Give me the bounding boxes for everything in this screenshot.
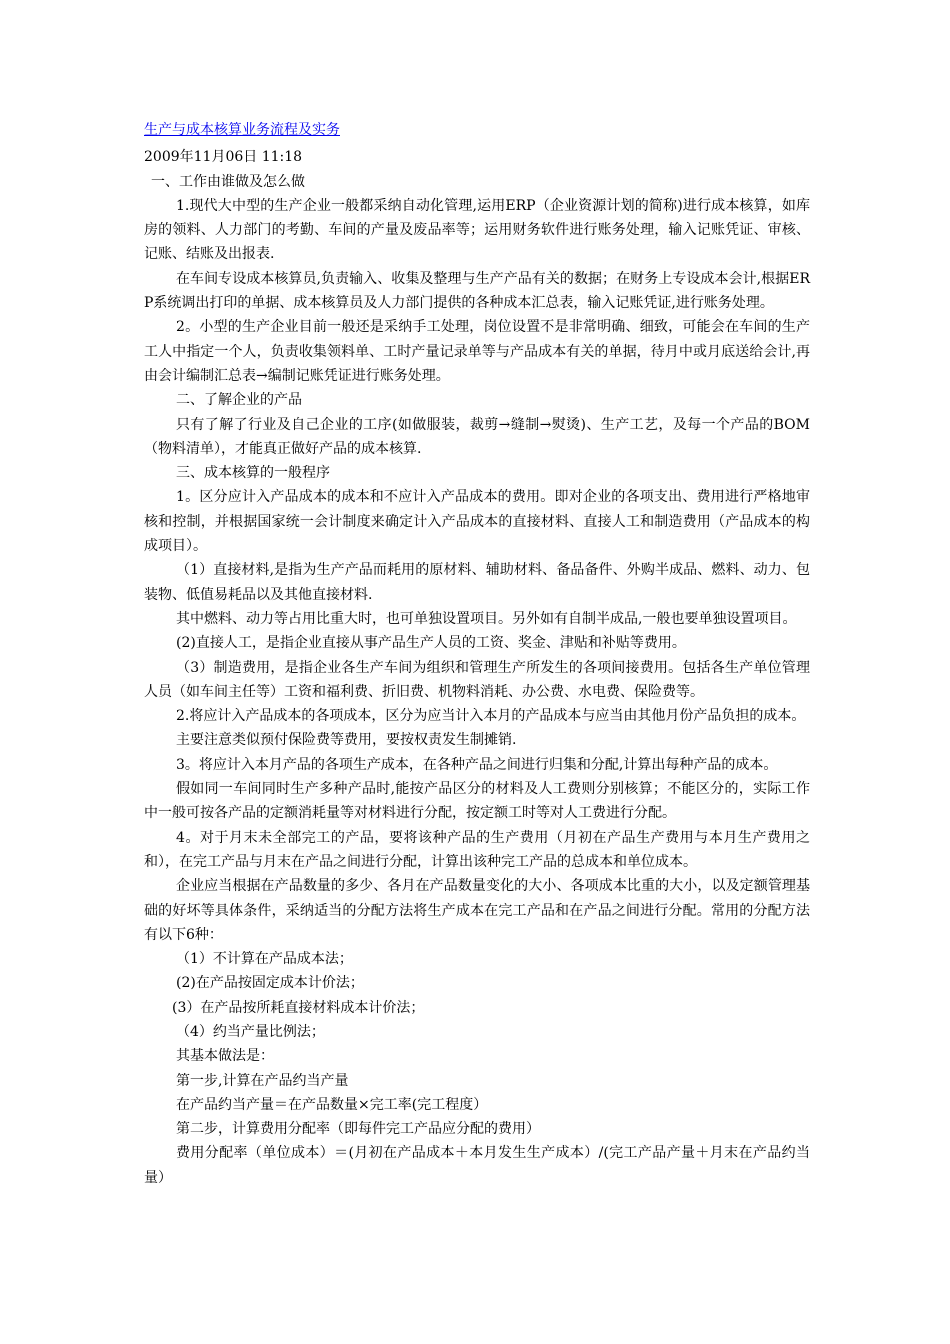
paragraph: 第二步，计算费用分配率（即每件完工产品应分配的费用） <box>176 1121 540 1138</box>
paragraph: （1）直接材料,是指为生产产品而耗用的原材料、辅助材料、备品备件、外购半成品、燃料、动力、包装物、低值易耗品以及其他直接材料. <box>144 562 810 603</box>
paragraph: 2.将应计入产品成本的各项成本，区分为应当计入本月的产品成本与应当由其他月份产品负担的成本。 <box>176 708 806 725</box>
paragraph: (2)直接人工，是指企业直接从事产品生产人员的工资、奖金、津贴和补贴等费用。 <box>176 635 686 652</box>
paragraph: 在车间专设成本核算员,负责输入、收集及整理与生产产品有关的数据；在财务上专设成本会计,根据ERP系统调出打印的单据、成本核算员及人力部门提供的各种成本汇总表，输入记账凭证,进行账务处理。 <box>144 270 810 312</box>
paragraph: 只有了解了行业及自己企业的工序(如做服装，裁剪→缝制→熨烫)、生产工艺，及每一个产品的BOM（物料清单），才能真正做好产品的成本核算. <box>144 416 810 457</box>
paragraph: 2。小型的生产企业目前一般还是采纳手工处理，岗位设置不是非常明确、细致，可能会在车间的生产工人中指定一个人，负责收集领料单、工时产量记录单等与产品成本有关的单据，待月中或月底送给会计,再由会计编制汇总表→编制记账凭证进行账务处理。 <box>144 319 810 384</box>
article-date: 2009年11月06日 11:18 <box>144 149 303 166</box>
list-item: (3）在产品按所耗直接材料成本计价法； <box>172 999 425 1016</box>
document-page <box>144 118 810 1190</box>
paragraph: 1。区分应计入产品成本的成本和不应计入产品成本的费用。即对企业的各项支出、费用进行严格地审核和控制，并根据国家统一会计制度来确定计入产品成本的直接材料、直接人工和制造费用（产品成本的构成项目）。 <box>144 489 810 555</box>
paragraph: 主要注意类似预付保险费等费用，要按权责发生制摊销. <box>176 732 517 749</box>
paragraph: 3。将应计入本月产品的各项生产成本，在各种产品之间进行归集和分配,计算出每种产品的成本。 <box>176 756 778 773</box>
paragraph: （3）制造费用，是指企业各生产车间为组织和管理生产所发生的各项间接费用。包括各生产单位管理人员（如车间主任等）工资和福利费、折旧费、机物料消耗、办公费、水电费、保险费等。 <box>144 659 810 700</box>
section-heading-1: 一、工作由谁做及怎么做 <box>151 173 305 190</box>
list-item: （1）不计算在产品成本法； <box>176 951 353 968</box>
paragraph: 4。对于月末未全部完工的产品，要将该种产品的生产费用（月初在产品生产费用与本月生产费用之和），在完工产品与月末在产品之间进行分配，计算出该种完工产品的总成本和单位成本。 <box>144 829 810 870</box>
paragraph: 假如同一车间同时生产多种产品时,能按产品区分的材料及人工费则分别核算；不能区分的，实际工作中一般可按各产品的定额消耗量等对材料进行分配，按定额工时等对人工费进行分配。 <box>144 781 810 822</box>
paragraph: 其中燃料、动力等占用比重大时，也可单独设置项目。另外如有自制半成品,一般也要单独设置项目。 <box>176 610 797 627</box>
paragraph: 企业应当根据在产品数量的多少、各月在产品数量变化的大小、各项成本比重的大小，以及定额管理基础的好坏等具体条件，采纳适当的分配方法将生产成本在完工产品和在产品之间进行分配。常用的分配方法有以下6种： <box>144 878 810 943</box>
article-title-link[interactable]: 生产与成本核算业务流程及实务 <box>144 122 340 138</box>
section-heading-3: 三、成本核算的一般程序 <box>176 465 330 482</box>
list-item: (2)在产品按固定成本计价法； <box>176 975 364 992</box>
formula-line: 在产品约当产量＝在产品数量×完工率(完工程度） <box>176 1096 488 1113</box>
formula-line: 费用分配率（单位成本）＝(月初在产品成本＋本月发生生产成本）/(完工产品产量＋月末在产品约当量） <box>144 1145 810 1186</box>
list-item: （4）约当产量比例法； <box>176 1023 325 1040</box>
section-heading-2: 二、了解企业的产品 <box>176 392 302 409</box>
paragraph: 1.现代大中型的生产企业一般都采纳自动化管理,运用ERP（企业资源计划的简称)进行成本核算，如库房的领料、人力部门的考勤、车间的产量及废品率等；运用财务软件进行账务处理，输入记账凭证、审核、记账、结账及出报表. <box>144 197 810 263</box>
paragraph: 第一步,计算在产品约当产量 <box>176 1072 349 1089</box>
paragraph: 其基本做法是： <box>176 1048 274 1065</box>
